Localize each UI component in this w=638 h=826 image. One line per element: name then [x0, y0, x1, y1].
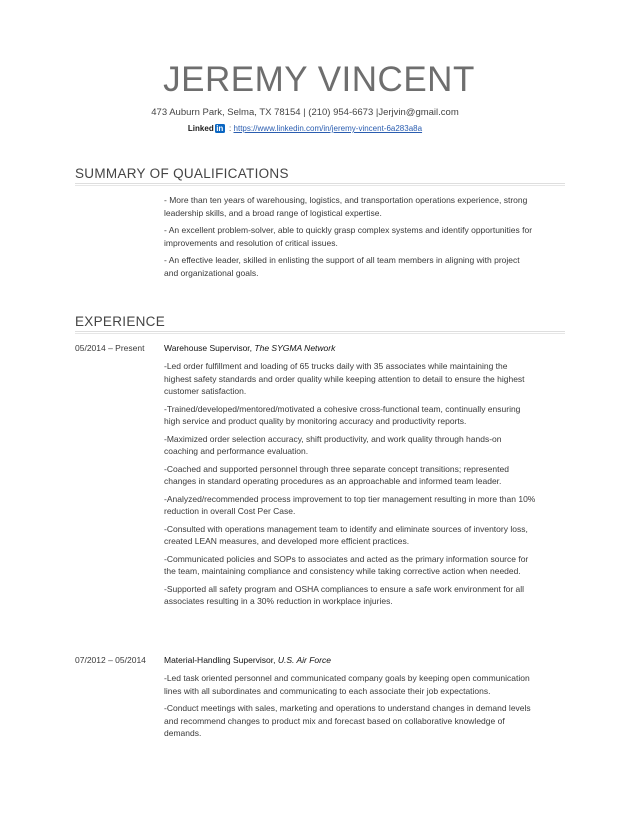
section-divider [75, 331, 565, 334]
job-bullets [164, 672, 536, 745]
job-bullet: -Led order fulfillment and loading of 65 trucks daily with 35 associates while maintaining the highest safety standards and order quality while keeping attention to detail to ensure the highest customer satisfaction. [164, 361, 525, 396]
job-role: Material-Handling Supervisor, [164, 655, 276, 665]
job-bullet: -Conduct meetings with sales, marketing and operations to understand changes in demand levels and recommend changes to product mix and forecast based on collaborative knowledge of demands. [164, 703, 531, 738]
job-organization: The SYGMA Network [254, 343, 336, 353]
section-divider [75, 183, 565, 186]
job-role: Warehouse Supervisor, [164, 343, 253, 353]
job-bullet: -Supported all safety program and OSHA compliances to ensure a safe work environment for all associates resulting in a 30% reduction in workplace injuries. [164, 583, 525, 606]
job-bullet: -Consulted with operations management team to identify and eliminate sources of inventory loss, created LEAN measures, and developed more efficient practices. [164, 523, 528, 546]
job-bullets [164, 360, 536, 613]
job-bullet: -Led task oriented personnel and communicated company goals by keeping open communication lines with all subordinates and communicating to each associate their job expectations. [164, 673, 530, 696]
job-bullet: -Maximized order selection accuracy, shift productivity, and work quality through hands-on coaching and performance evaluation. [164, 433, 502, 456]
summary-item: - More than ten years of warehousing, logistics, and transportation operations experience, strong leadership skills, and a broad range of logistical expertise. [164, 195, 528, 218]
linkedin-separator: : [229, 124, 232, 133]
linkedin-logo-icon: Linked in [187, 124, 224, 134]
contact-info: 473 Auburn Park, Selma, TX 78154 | (210) 954-6673 |Jerjvin@gmail.com [151, 107, 459, 118]
job-title [164, 655, 331, 665]
section-title-summary: SUMMARY OF QUALIFICATIONS [75, 166, 289, 181]
job-dates: 05/2014 – Present [75, 343, 145, 353]
summary-item: - An excellent problem-solver, able to quickly grasp complex systems and identify opportunities for improvements and resolution of critical issues. [164, 225, 533, 248]
job-title [164, 343, 335, 353]
section-title-experience: EXPERIENCE [75, 314, 166, 329]
summary-item: - An effective leader, skilled in enlisting the support of all team members in aligning with project and organizational goals. [164, 255, 520, 278]
job-bullet: -Coached and supported personnel through three separate concept transitions; represented changes in standard operating procedures as an approachable and informed team leader. [164, 463, 509, 486]
job-bullet: -Analyzed/recommended process improvement to top tier management resulting in more than 10% reduction in overall Cost Per Case. [164, 493, 536, 516]
summary-list [164, 194, 536, 284]
linkedin-link[interactable]: https://www.linkedin.com/in/jeremy-vincent-6a283a8a [233, 124, 423, 133]
candidate-name: JEREMY VINCENT [163, 60, 475, 99]
job-dates: 07/2012 – 05/2014 [75, 655, 146, 665]
job-bullet: -Communicated policies and SOPs to associates and acted as the primary information source for the team, maintaining compliance and consistency while taking corrective action when needed. [164, 553, 529, 576]
job-bullet: -Trained/developed/mentored/motivated a cohesive cross-functional team, continually ensuring high service and product quality by monitoring accuracy and productivity reports. [164, 403, 521, 426]
job-organization: U.S. Air Force [277, 655, 331, 665]
linkedin-row [0, 124, 610, 133]
